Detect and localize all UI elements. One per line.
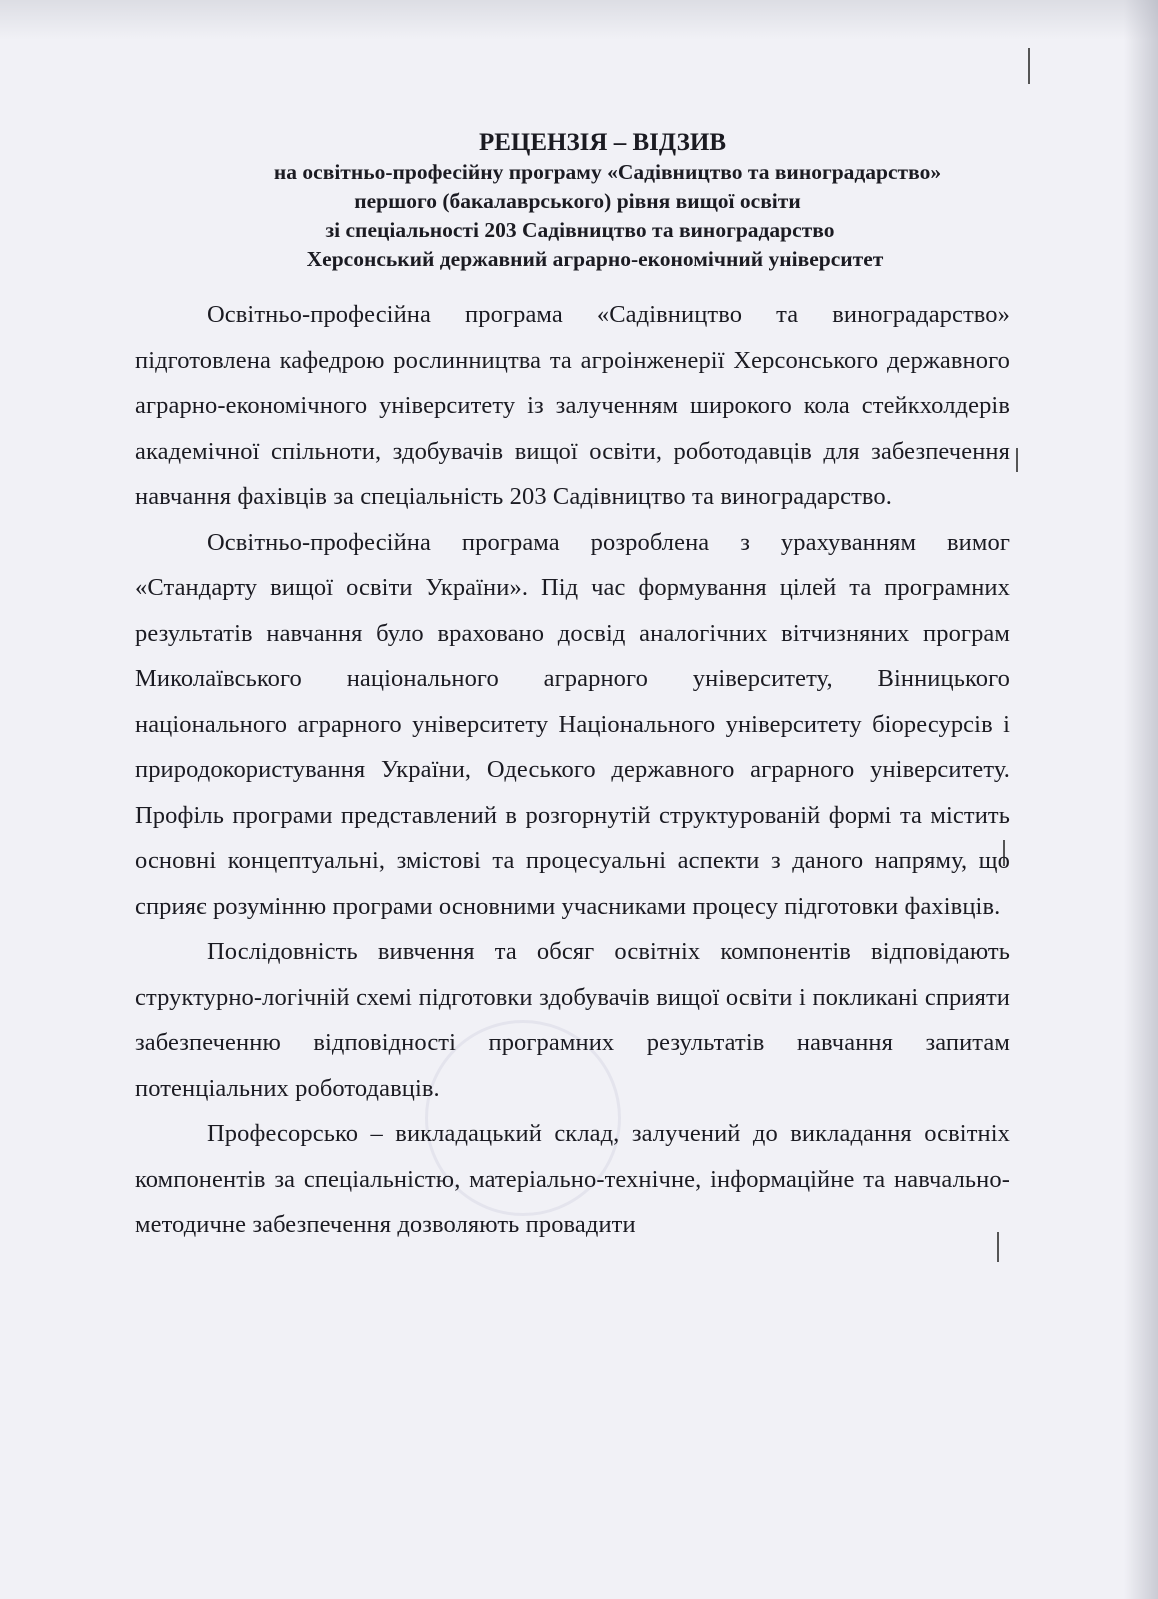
document-content <box>115 128 1010 1248</box>
subtitle-line: зі спеціальності 203 Садівництво та виноградарство <box>325 218 835 242</box>
document-body <box>115 292 1010 1248</box>
subtitle-line: на освітньо-професійну програму «Садівництво та виноградарство» <box>273 160 942 184</box>
document-heading <box>115 128 1010 274</box>
paragraph: Освітньо-професійна програма розроблена з урахуванням вимог «Стандарту вищої освіти України». Під час формування цілей та програмних результатів навчання було враховано досвід аналогічних вітчизняних програм Миколаївського національного аграрного університету, Вінницького національного аграрного університету Національного університету біоресурсів і природокористування України, Одеського державного аграрного університету. Профіль програми представлений в розгорнутій структурованій формі та містить основні концептуальні, змістові та процесуальні аспекти з даного напряму, що сприяє розумінню програми основними учасниками процесу підготовки фахівців. <box>135 528 1010 920</box>
paragraph: Послідовність вивчення та обсяг освітніх компонентів відповідають структурно-логічній схемі підготовки здобувачів вищої освіти і покликані сприяти забезпеченню відповідності програмних результатів навчання запитам потенціальних роботодавців. <box>135 938 1010 1102</box>
document-title: РЕЦЕНЗІЯ – ВІДЗИВ <box>478 129 727 156</box>
right-edge-shadow <box>1124 0 1158 1599</box>
subtitle-line: Херсонський державний аграрно-економічний університет <box>306 247 884 271</box>
top-shadow <box>0 0 1158 40</box>
margin-tick <box>1016 448 1018 472</box>
subtitle-line: першого (бакалаврського) рівня вищої освіти <box>354 189 801 213</box>
margin-tick <box>1028 48 1030 84</box>
paragraph: Професорсько – викладацький склад, залучений до викладання освітніх компонентів за спеціальністю, матеріально-технічне, інформаційне та навчально-методичне забезпечення дозволяють провадити <box>135 1120 1010 1238</box>
paragraph: Освітньо-професійна програма «Садівництво та виноградарство» підготовлена кафедрою рослинництва та агроінженерії Херсонського державного аграрно-економічного університету із залученням широкого кола стейкхолдерів академічної спільноти, здобувачів вищої освіти, роботодавців для забезпечення навчання фахівців за спеціальність 203 Садівництво та виноградарство. <box>135 301 1010 510</box>
